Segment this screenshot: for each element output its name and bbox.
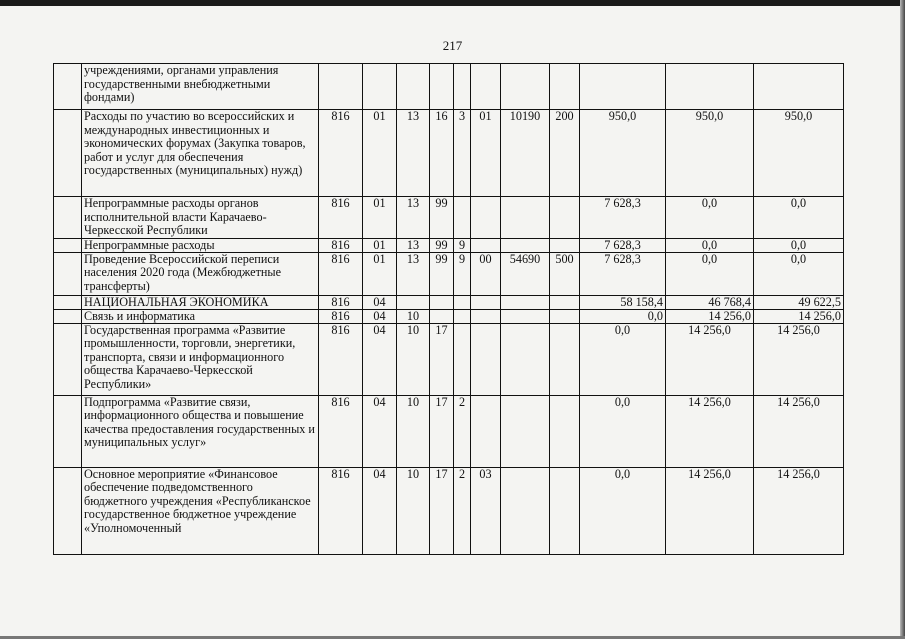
cell-expense-type-code (550, 197, 580, 239)
cell-expense-name: Непрограммные расходы (82, 238, 319, 252)
cell-program-code (430, 295, 454, 309)
cell-subsection-code (397, 64, 430, 110)
cell-ministry-code (319, 64, 363, 110)
cell-subprogram-code (454, 309, 471, 323)
cell-program-code: 99 (430, 197, 454, 239)
table-row (54, 323, 844, 395)
cell-direction-code: 10190 (501, 110, 550, 197)
cell-index (54, 309, 82, 323)
cell-amount-year-2: 0,0 (666, 238, 754, 252)
cell-subprogram-code: 2 (454, 395, 471, 467)
cell-expense-name: Государственная программа «Развитие промышленности, торговли, энергетики, транспорта, связи и информационного общества Карачаево-Черкесской Республики» (82, 323, 319, 395)
cell-ministry-code: 816 (319, 309, 363, 323)
cell-amount-year-2: 0,0 (666, 197, 754, 239)
cell-amount-year-2: 14 256,0 (666, 323, 754, 395)
cell-ministry-code: 816 (319, 467, 363, 554)
cell-amount-year-3: 0,0 (754, 197, 844, 239)
cell-subsection-code: 13 (397, 110, 430, 197)
cell-ministry-code: 816 (319, 252, 363, 295)
cell-index (54, 252, 82, 295)
cell-index (54, 467, 82, 554)
cell-expense-type-code (550, 238, 580, 252)
cell-ministry-code: 816 (319, 197, 363, 239)
table-row (54, 309, 844, 323)
cell-program-code: 17 (430, 467, 454, 554)
cell-ministry-code: 816 (319, 395, 363, 467)
cell-amount-year-3: 14 256,0 (754, 395, 844, 467)
cell-event-code (471, 64, 501, 110)
cell-expense-type-code (550, 395, 580, 467)
cell-subprogram-code: 9 (454, 252, 471, 295)
page-number: 217 (442, 38, 463, 53)
cell-amount-year-2: 950,0 (666, 110, 754, 197)
cell-event-code: 03 (471, 467, 501, 554)
cell-ministry-code: 816 (319, 323, 363, 395)
cell-expense-name: НАЦИОНАЛЬНАЯ ЭКОНОМИКА (82, 295, 319, 309)
cell-subsection-code: 10 (397, 323, 430, 395)
cell-section-code (363, 64, 397, 110)
cell-amount-year-1: 0,0 (580, 467, 666, 554)
cell-section-code: 04 (363, 309, 397, 323)
cell-program-code: 17 (430, 395, 454, 467)
cell-subprogram-code: 9 (454, 238, 471, 252)
cell-subprogram-code (454, 323, 471, 395)
cell-direction-code (501, 295, 550, 309)
cell-amount-year-3: 14 256,0 (754, 309, 844, 323)
cell-amount-year-1: 0,0 (580, 395, 666, 467)
table-row (54, 295, 844, 309)
cell-amount-year-3: 0,0 (754, 252, 844, 295)
cell-section-code: 04 (363, 467, 397, 554)
cell-expense-type-code (550, 64, 580, 110)
cell-direction-code (501, 64, 550, 110)
cell-expense-type-code (550, 309, 580, 323)
cell-index (54, 323, 82, 395)
cell-amount-year-3: 0,0 (754, 238, 844, 252)
cell-expense-type-code: 200 (550, 110, 580, 197)
cell-amount-year-1: 0,0 (580, 323, 666, 395)
cell-subsection-code (397, 295, 430, 309)
cell-expense-name: учреждениями, органами управления государственными внебюджетными фондами) (82, 64, 319, 110)
cell-amount-year-1: 7 628,3 (580, 197, 666, 239)
cell-event-code: 00 (471, 252, 501, 295)
cell-amount-year-3: 14 256,0 (754, 467, 844, 554)
cell-program-code: 99 (430, 252, 454, 295)
cell-subprogram-code (454, 197, 471, 239)
cell-event-code (471, 197, 501, 239)
cell-expense-name: Подпрограмма «Развитие связи, информационного общества и повышение качества предоставления государственных и муниципальных услуг» (82, 395, 319, 467)
scan-border-top (0, 0, 905, 6)
cell-section-code: 01 (363, 197, 397, 239)
cell-direction-code: 54690 (501, 252, 550, 295)
cell-direction-code (501, 197, 550, 239)
cell-amount-year-3: 950,0 (754, 110, 844, 197)
cell-index (54, 395, 82, 467)
cell-section-code: 04 (363, 323, 397, 395)
table-row (54, 197, 844, 239)
cell-index (54, 197, 82, 239)
cell-amount-year-1 (580, 64, 666, 110)
cell-amount-year-1: 7 628,3 (580, 252, 666, 295)
cell-subprogram-code: 2 (454, 467, 471, 554)
cell-section-code: 01 (363, 110, 397, 197)
cell-event-code (471, 295, 501, 309)
cell-amount-year-1: 58 158,4 (580, 295, 666, 309)
cell-direction-code (501, 467, 550, 554)
cell-section-code: 01 (363, 252, 397, 295)
cell-expense-type-code (550, 467, 580, 554)
cell-amount-year-2: 14 256,0 (666, 395, 754, 467)
cell-ministry-code: 816 (319, 110, 363, 197)
cell-subsection-code: 10 (397, 395, 430, 467)
cell-subsection-code: 13 (397, 197, 430, 239)
cell-expense-name: Непрограммные расходы органов исполнительной власти Карачаево-Черкесской Республики (82, 197, 319, 239)
cell-program-code: 99 (430, 238, 454, 252)
cell-amount-year-2: 0,0 (666, 252, 754, 295)
cell-subprogram-code: 3 (454, 110, 471, 197)
cell-event-code (471, 238, 501, 252)
cell-direction-code (501, 309, 550, 323)
cell-expense-name: Расходы по участию во всероссийских и международных инвестиционных и экономических форумах (Закупка товаров, работ и услуг для обеспечения государственных (муниципальных) нужд) (82, 110, 319, 197)
cell-subprogram-code (454, 295, 471, 309)
cell-expense-name: Связь и информатика (82, 309, 319, 323)
cell-program-code (430, 309, 454, 323)
budget-table (53, 63, 844, 555)
cell-expense-name: Проведение Всероссийской переписи населения 2020 года (Межбюджетные трансферты) (82, 252, 319, 295)
cell-section-code: 01 (363, 238, 397, 252)
cell-subsection-code: 13 (397, 252, 430, 295)
cell-direction-code (501, 395, 550, 467)
cell-index (54, 110, 82, 197)
cell-event-code (471, 309, 501, 323)
scan-border-right (900, 0, 905, 639)
cell-amount-year-2: 14 256,0 (666, 309, 754, 323)
cell-section-code: 04 (363, 295, 397, 309)
cell-amount-year-2: 14 256,0 (666, 467, 754, 554)
table-row (54, 395, 844, 467)
cell-program-code: 17 (430, 323, 454, 395)
cell-subsection-code: 10 (397, 309, 430, 323)
cell-amount-year-1: 950,0 (580, 110, 666, 197)
cell-direction-code (501, 238, 550, 252)
cell-subsection-code: 10 (397, 467, 430, 554)
cell-expense-type-code: 500 (550, 252, 580, 295)
cell-amount-year-3: 14 256,0 (754, 323, 844, 395)
cell-direction-code (501, 323, 550, 395)
cell-program-code (430, 64, 454, 110)
cell-section-code: 04 (363, 395, 397, 467)
cell-expense-name: Основное мероприятие «Финансовое обеспечение подведомственного бюджетного учреждения «Республиканское государственное бюджетное учреждение «Уполномоченный (82, 467, 319, 554)
cell-amount-year-3: 49 622,5 (754, 295, 844, 309)
cell-event-code: 01 (471, 110, 501, 197)
cell-index (54, 238, 82, 252)
cell-amount-year-3 (754, 64, 844, 110)
cell-event-code (471, 323, 501, 395)
cell-index (54, 295, 82, 309)
cell-subprogram-code (454, 64, 471, 110)
table-row (54, 238, 844, 252)
cell-amount-year-2 (666, 64, 754, 110)
cell-amount-year-1: 7 628,3 (580, 238, 666, 252)
cell-subsection-code: 13 (397, 238, 430, 252)
table-row (54, 252, 844, 295)
cell-amount-year-1: 0,0 (580, 309, 666, 323)
cell-ministry-code: 816 (319, 238, 363, 252)
cell-event-code (471, 395, 501, 467)
cell-amount-year-2: 46 768,4 (666, 295, 754, 309)
cell-index (54, 64, 82, 110)
table-row (54, 110, 844, 197)
cell-program-code: 16 (430, 110, 454, 197)
table-row (54, 64, 844, 110)
cell-expense-type-code (550, 323, 580, 395)
cell-ministry-code: 816 (319, 295, 363, 309)
cell-expense-type-code (550, 295, 580, 309)
table-row (54, 467, 844, 554)
